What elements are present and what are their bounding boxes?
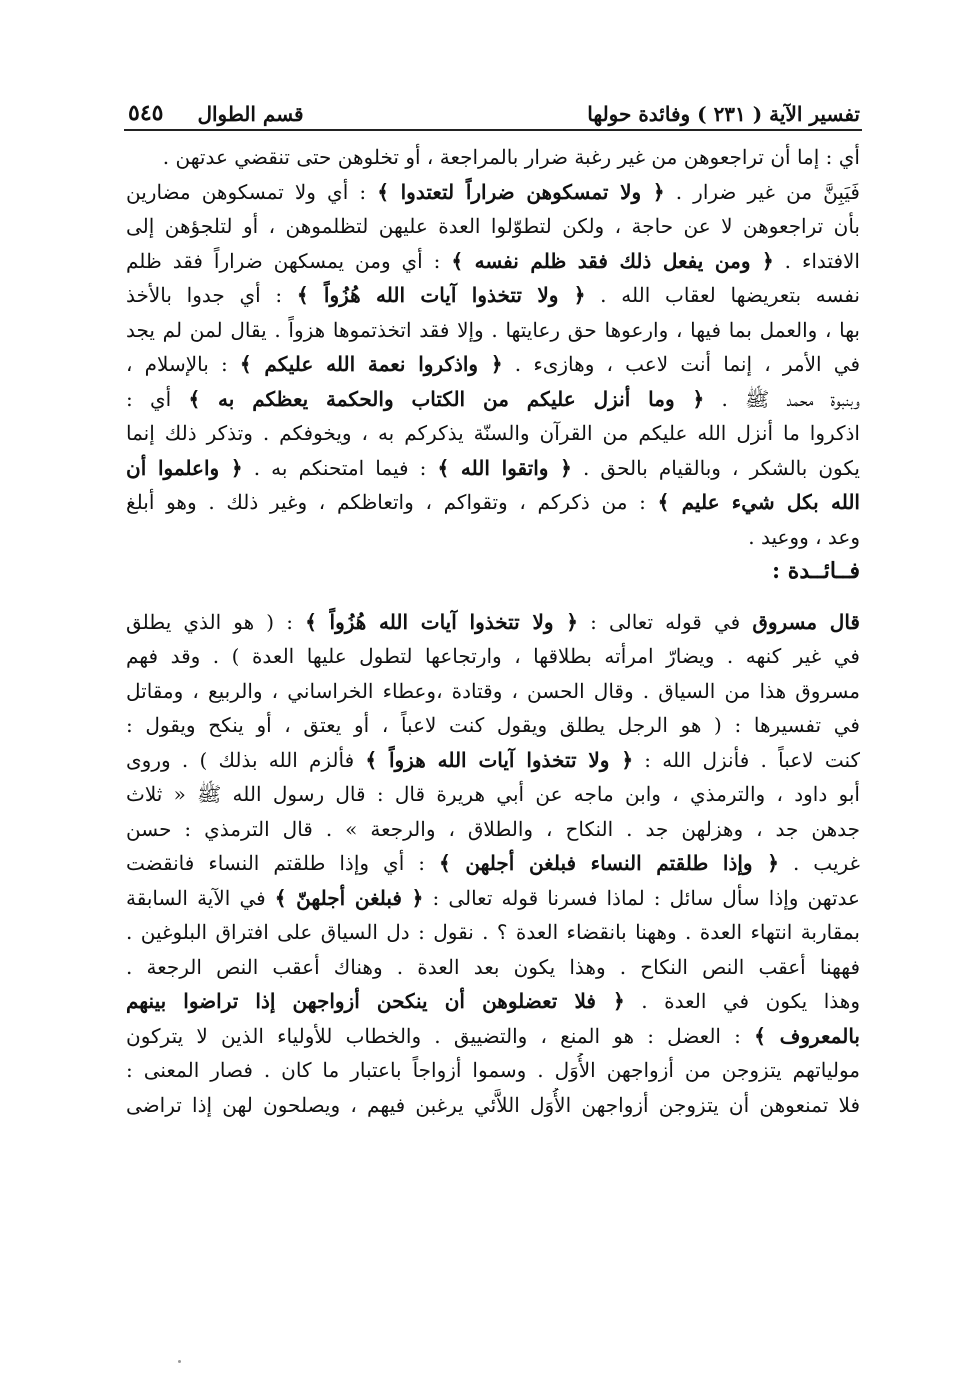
scan-speck [178, 1360, 181, 1363]
quran-verse-span: ﴿ فلا تعضلوهن أن ينكحن أزواجهن إذا تراضوا بينهم [126, 989, 625, 1013]
text-span: بمقاربة انتهاء العدة . وههنا بانقضاء العدة ؟ . نقول : دل السياق على افتراق البلوغين . [126, 920, 860, 944]
text-span: فألزم الله بذلك ) . وروى [126, 747, 366, 772]
text-span: أبو داود ، والترمذي ، وابن ماجه عن أبي هريرة قال : قال رسول الله ﷺ « ثلاث [126, 782, 860, 806]
quran-verse-span: ﴿ ومن يفعل ذلك فقد ظلم نفسه ﴾ [451, 248, 774, 273]
text-span: : أي جدوا بالأخذ [126, 283, 297, 307]
quran-verse-span: ﴿ ولا تتخذوا آيات الله هُزُواً ﴾ [296, 283, 586, 307]
faida-paragraph [126, 605, 860, 1123]
text-span: : العضل : هو المنع ، والتضييق . والخطاب للأولياء الذين لا يتركون [126, 1023, 755, 1048]
quran-verse-span: بالمعروف ﴾ [754, 1023, 860, 1048]
faida-heading: فــائــدة : [772, 558, 860, 584]
text-span: بأن تراجعوهن لا عن حاجة ، ولكن لتطوّلوا العدة عليهن لتظلموهن ، أو لتلجؤهن إلى [126, 214, 860, 238]
quran-verse-span: ﴿ واعلموا أن [126, 455, 243, 480]
text-line [126, 984, 860, 1019]
page-body [126, 140, 860, 1122]
quran-verse-span: ﴿ واذكروا نعمة الله عليكم ﴾ [239, 352, 503, 376]
text-line [126, 485, 860, 520]
quran-verse-span: ﴿ فبلغن أجلهنّ ﴾ [274, 885, 424, 910]
tafsir-paragraph [126, 140, 860, 554]
text-line [126, 639, 860, 674]
quran-verse-span: ﴿ ولا تمسكوهن ضراراً لتعتدوا ﴾ [377, 179, 665, 204]
text-span: : بالإسلام ، [126, 352, 240, 376]
text-line [126, 1088, 860, 1123]
text-line [126, 674, 860, 709]
text-line [126, 915, 860, 950]
text-line [126, 416, 860, 451]
text-span: اذكروا ما أنزل الله عليكم من القرآن والسنّة يذكركم به ، ويخوفكم . وتذكر ذلك إنما [126, 421, 860, 445]
text-line [126, 140, 860, 175]
text-line [126, 881, 860, 916]
text-span: بها ، والعمل بما فيها ، وارعوها حق رعايتها . وإلا فقد اتخذتموها هزواً . يقال لمن لم يجد [126, 317, 860, 342]
text-span: : أي ومن يمسكهن ضراراً فقد ظلم [126, 248, 452, 273]
text-line [126, 244, 860, 279]
text-span: فلا تمنعوهن أن يتزوجن أزواجهن الأُوَل اللاَّئي يرغبن فيهم ، ويصلحون لهن إذا تراضى [126, 1092, 860, 1117]
text-line [126, 1019, 860, 1054]
text-span: في الأمر ، إنما أنت لاعب ، وهازىء . [502, 352, 860, 376]
text-line [126, 313, 860, 348]
text-line [126, 451, 860, 486]
text-line [126, 708, 860, 743]
text-span: مولياتهم يتزوجن من أزواجهن الأُوَل . وسموا أزواجاً باعتبار ما كان . فصار المعنى : [126, 1058, 860, 1082]
header-title: تفسير الآية ( ٢٣١ ) وفائدة حولها [587, 102, 860, 126]
text-span: وهذا يكون في العدة . [624, 989, 860, 1013]
text-span: أي : [126, 386, 189, 411]
text-line [126, 743, 860, 778]
quran-verse-span: الله بكل شيء عليم ﴾ [657, 490, 860, 514]
text-span: في تفسيرها : ( هو الرجل يطلق ويقول كنت لاعباً ، أو يعتق ، أو ينكح ويقول : [126, 713, 860, 737]
text-span: مسروق هذا من السياق . وقال الحسن ، وقتادة ،وعطاء الخراساني ، والربيع ، ومقاتل [126, 678, 860, 703]
text-line [126, 520, 860, 555]
text-span: غريب . [778, 851, 860, 875]
text-span: وعد ، ووعيد . [748, 524, 860, 549]
text-span: : ( هو الذي يطلق [126, 609, 306, 634]
text-span: نفسه بتعريضها لعقاب الله . [585, 283, 860, 307]
text-span: فَيَبِنَّ من غير ضرار . [664, 179, 860, 204]
page-number: ٥٤٥ [128, 100, 164, 126]
text-span: : من ذكركم ، وتقواكم ، واتعاظكم ، وغير ذلك . وهو أبلغ [126, 490, 658, 514]
text-span: في الآية السابقة [126, 885, 275, 910]
text-span: : فيما امتحنكم به . [242, 455, 438, 480]
text-span: : أي ولا تمسكوهن مضارين [126, 179, 378, 204]
heading-spacer [126, 589, 860, 605]
text-span: أي : إما أن تراجعوهن من غير رغبة ضرار بالمراجعة ، أو تخلوهن حتى تنقضي عدتهن . [162, 145, 860, 169]
quran-verse-span: ﴿ وما أنزل عليكم من الكتاب والحكمة يعظكم به ﴾ [188, 386, 705, 411]
quran-verse-span: قال مسروق [752, 609, 860, 634]
text-span: وبنبوة محمد ﷺ . [704, 386, 860, 411]
header-section-name: قسم الطوال [197, 102, 304, 126]
text-span: يكون بالشكر ، وبالقيام بالحق . [571, 455, 860, 480]
text-line [126, 950, 860, 985]
text-line [126, 605, 860, 640]
quran-verse-span: ﴿ ولا تتخذوا آيات الله هزواً ﴾ [365, 747, 634, 772]
text-span: الافتداء . [773, 248, 860, 273]
text-span: فههنا أعقب النص النكاح . وهذا يكون بعد العدة . وهناك أعقب النص الرجعة . [126, 954, 860, 979]
text-span: كنت لاعباً . فأنزل الله : [633, 747, 860, 772]
text-line [126, 812, 860, 847]
header-divider [124, 129, 862, 131]
text-line [126, 382, 860, 417]
quran-verse-span: ﴿ وإذا طلقتم النساء فبلغن أجلهن ﴾ [439, 851, 779, 875]
text-line [126, 1053, 860, 1088]
text-span: في قوله تعالى : [577, 609, 753, 634]
text-line [126, 209, 860, 244]
text-span: عدتهن وإذا سأل سائل : لماذا فسرنا قوله تعالى : [423, 885, 860, 910]
text-span: جدهن جد ، وهزلهن جد . النكاح ، والطلاق ، والرجعة » . قال الترمذي : حسن [126, 816, 860, 841]
text-line [126, 347, 860, 382]
text-line [126, 175, 860, 210]
running-header [128, 86, 860, 126]
text-line [126, 278, 860, 313]
text-span: : أي وإذا طلقتم النساء فانقضت [126, 851, 440, 875]
quran-verse-span: ﴿ ولا تتخذوا آيات الله هُزُواً ﴾ [305, 609, 578, 634]
header-left-group [128, 100, 304, 126]
text-span: في غير كنهه . ويضارّ امرأته بطلاقها ، وارتجاعها لتطول عليها العدة ) . وقد فهم [126, 644, 860, 668]
text-line [126, 777, 860, 812]
quran-verse-span: ﴿ واتقوا الله ﴾ [437, 455, 572, 480]
text-line [126, 846, 860, 881]
